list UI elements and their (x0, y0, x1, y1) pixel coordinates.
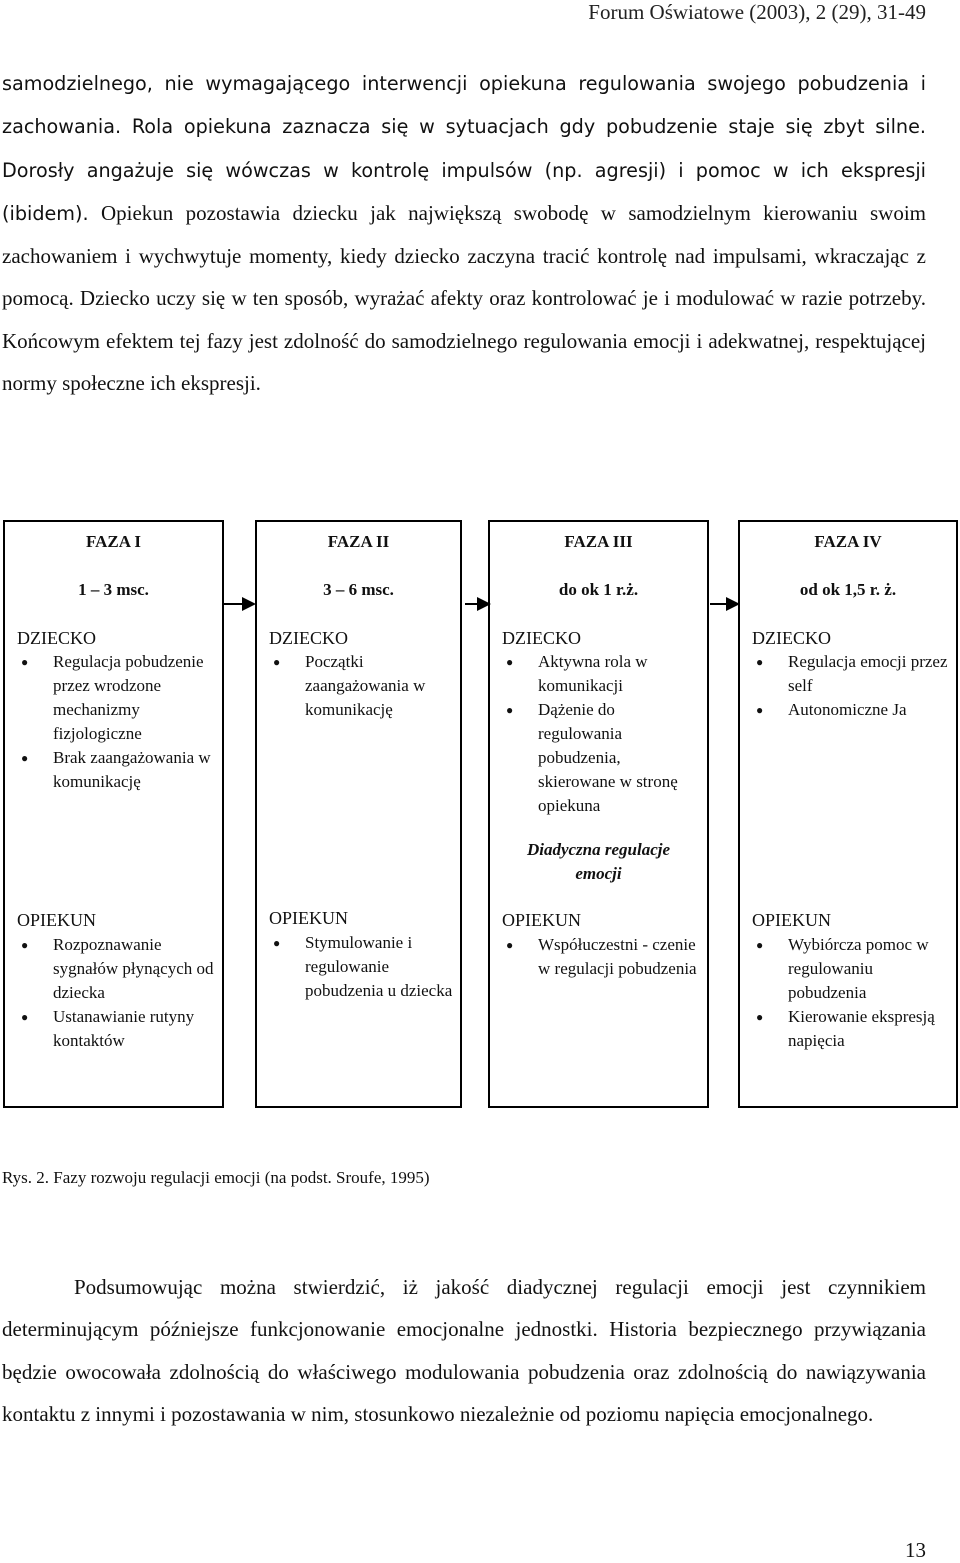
dyadic-regulation-note: Diadyczna regulacje emocji (526, 840, 671, 883)
list-item: ● Brak zaangażowania w komunikację (21, 748, 211, 791)
bullet-icon: ● (21, 938, 29, 952)
carer-items (269, 931, 454, 1003)
child-items (17, 650, 216, 794)
phase-box-4 (738, 520, 958, 1108)
list-item: ● Ustanawianie rutyny kontaktów (21, 1007, 195, 1050)
carer-items (752, 933, 950, 1053)
child-label: DZIECKO (17, 628, 96, 648)
list-item: ● Dążenie do regulowania pobudzenia, skierowane w stronę opiekuna (506, 700, 678, 815)
list-item: ● Regulacja emocji przez self (756, 652, 948, 695)
phase-title: FAZA II (327, 532, 390, 551)
bullet-icon: ● (273, 655, 281, 669)
carer-items (17, 933, 216, 1053)
phase-title: FAZA IV (814, 532, 882, 551)
list-item: ● Autonomiczne Ja (752, 698, 950, 722)
bullet-icon: ● (756, 938, 764, 952)
carer-label: OPIEKUN (269, 908, 348, 928)
paragraph-intro-part2: Opiekun pozostawia dziecku jak największą swobodę w samodzielnym kierowaniu swoim zachowaniem i wychwytuje momenty, kiedy dziecko zaczyna tracić kontrolę nad impulsami, wkraczając z pomocą. (2, 200, 926, 311)
child-items (502, 650, 701, 818)
bullet-icon: ● (21, 655, 29, 669)
child-label: DZIECKO (752, 628, 831, 648)
phase-title: FAZA III (564, 532, 633, 551)
list-item: ● Współuczestni - czenie w regulacji pobudzenia (506, 935, 697, 978)
child-label: DZIECKO (269, 628, 348, 648)
list-item: ● Początki zaangażowania w komunikację (273, 652, 426, 719)
paragraph-intro-part3: Dziecko uczy się w ten sposób, wyrażać afekty oraz kontrolować je i modulować w razie potrzeby. Końcowym efektem tej fazy jest zdolność do samodzielnego regulowania emocji i adekwatnej, respektującej normy społeczne ich ekspresji. (2, 286, 926, 396)
figure-caption: Rys. 2. Fazy rozwoju regulacji emocji (na podst. Sroufe, 1995) (2, 1168, 430, 1187)
phase-period: do ok 1 r.ż. (558, 580, 639, 599)
phase-box-1 (3, 520, 224, 1108)
carer-label: OPIEKUN (502, 910, 581, 930)
phase-period: od ok 1,5 r. ż. (799, 580, 897, 599)
list-item: ● Rozpoznawanie sygnałów płynących od dziecka (21, 935, 214, 1002)
arrow-right-icon (224, 597, 256, 611)
child-items (752, 650, 950, 722)
bullet-icon: ● (506, 938, 514, 952)
phase-period: 3 – 6 msc. (323, 580, 394, 599)
list-item: ● Stymulowanie i regulowanie pobudzenia u dziecka (273, 933, 453, 1000)
bullet-icon: ● (21, 1010, 29, 1024)
bullet-icon: ● (273, 936, 281, 950)
list-item: ● Aktywna rola w komunikacji (506, 652, 648, 695)
bullet-icon: ● (506, 703, 514, 717)
paragraph-intro-part1: samodzielnego, nie wymagającego interwencji opiekuna regulowania swojego pobudzenia i zachowania. Rola opiekuna zaznacza się w sytuacjach gdy pobudzenie staje się zbyt silne. Dorosły angażuje się wówczas w kontrolę impulsów (np. agresji) i pomoc w ich ekspresji (ibidem). (2, 72, 926, 225)
carer-label: OPIEKUN (17, 910, 96, 930)
page-number: 13 (905, 1538, 926, 1562)
list-item: ● Regulacja pobudzenie przez wrodzone mechanizmy fizjologiczne (21, 652, 204, 743)
bullet-icon: ● (506, 655, 514, 669)
paragraph-intro (2, 62, 926, 404)
bullet-icon: ● (21, 751, 29, 765)
paragraph-summary: Podsumowując można stwierdzić, iż jakość diadycznej regulacji emocji jest czynnikiem determinującym późniejsze funkcjonowanie emocjonalne jednostki. Historia bezpiecznego przywiązania będzie owocowała zdolnością do właściwego modulowania pobudzenia oraz zdolnością do nawiązywania kontaktu z innymi i pozostawania w nim, stosunkowo niezależnie od poziomu napięcia emocjonalnego. (2, 1275, 926, 1426)
phase-period: 1 – 3 msc. (78, 580, 149, 599)
child-label: DZIECKO (502, 628, 581, 648)
arrow-right-icon (709, 597, 741, 611)
phase-box-3 (488, 520, 709, 1108)
carer-label: OPIEKUN (752, 910, 831, 930)
carer-items (502, 933, 701, 981)
phase-title: FAZA I (86, 532, 141, 551)
phase-box-2 (255, 520, 462, 1108)
running-header: Forum Oświatowe (2003), 2 (29), 31-49 (588, 0, 926, 24)
child-items (269, 650, 454, 722)
bullet-icon: ● (756, 703, 764, 717)
list-item: ● Kierowanie ekspresją napięcia (756, 1007, 935, 1050)
list-item: ● Wybiórcza pomoc w regulowaniu pobudzenia (756, 935, 929, 1002)
bullet-icon: ● (756, 1010, 764, 1024)
bullet-icon: ● (756, 655, 764, 669)
